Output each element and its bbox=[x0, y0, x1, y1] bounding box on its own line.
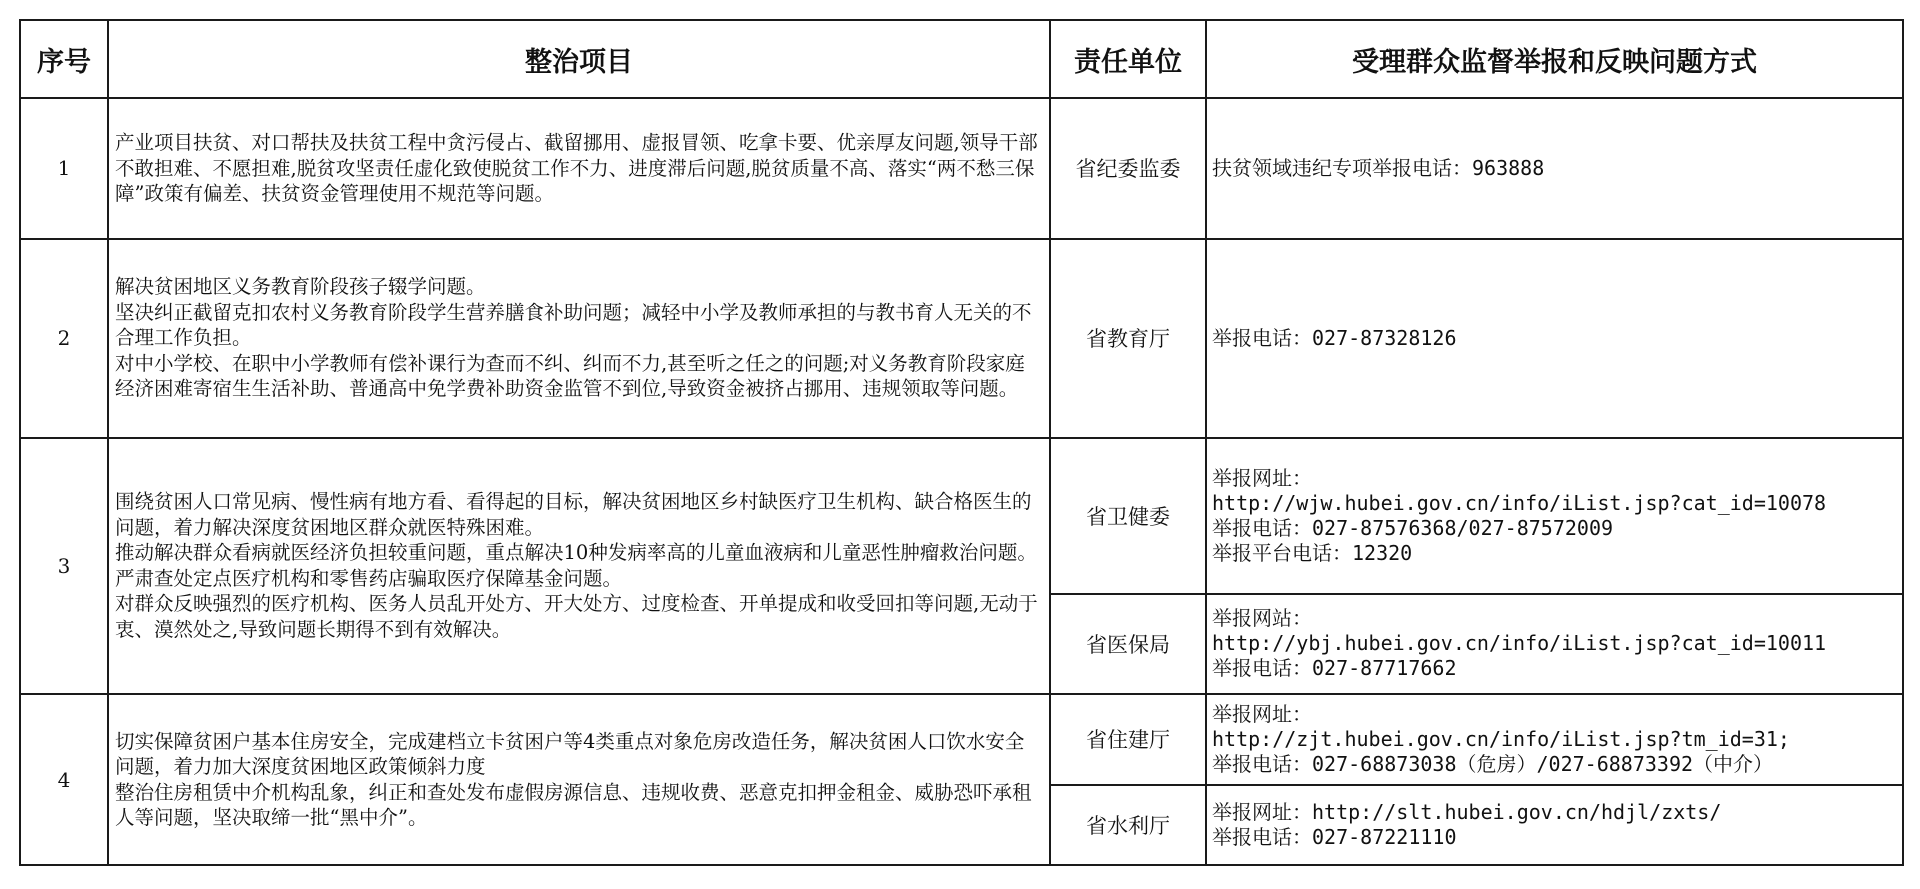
header-unit: 责任单位 bbox=[1050, 20, 1206, 98]
row-contact bbox=[1206, 694, 1903, 784]
contact-line: 举报网址： bbox=[1212, 465, 1312, 490]
row-contact bbox=[1206, 785, 1903, 865]
item-text: 切实保障贫困户基本住房安全，完成建档立卡贫困户等4类重点对象危房改造任务，解决贫困人口饮水安全问题，着力加大深度贫困地区政策倾斜力度 bbox=[115, 729, 1025, 779]
contact-line: 举报网站： bbox=[1212, 606, 1312, 631]
item-text: 坚决纠正截留克扣农村义务教育阶段学生营养膳食补助问题；减轻中小学及教师承担的与教书育人无关的不合理工作负担。 bbox=[115, 300, 1032, 350]
contact-line: 举报网址： bbox=[1212, 701, 1312, 726]
header-row bbox=[20, 20, 1903, 98]
table-row bbox=[20, 694, 1903, 784]
item-text: 对中小学校、在职中小学教师有偿补课行为查而不纠、纠而不力,甚至听之任之的问题;对义务教育阶段家庭经济困难寄宿生生活补助、普通高中免学费补助资金监管不到位,导致资金被挤占挪用、违规领取等问题。 bbox=[115, 351, 1025, 401]
row-contact bbox=[1206, 98, 1903, 239]
item-text: 解决贫困地区义务教育阶段孩子辍学问题。 bbox=[115, 275, 486, 299]
table-row bbox=[20, 438, 1903, 594]
header-contact: 受理群众监督举报和反映问题方式 bbox=[1206, 20, 1903, 98]
row-index: 4 bbox=[20, 694, 108, 865]
item-text: 围绕贫困人口常见病、慢性病有地方看、看得起的目标，解决贫困地区乡村缺医疗卫生机构、缺合格医生的问题，着力解决深度贫困地区群众就医特殊困难。 bbox=[115, 490, 1032, 539]
row-unit: 省纪委监委 bbox=[1050, 98, 1206, 239]
row-item bbox=[108, 438, 1050, 694]
table-row bbox=[20, 239, 1903, 438]
row-unit: 省医保局 bbox=[1050, 594, 1206, 695]
row-item bbox=[108, 239, 1050, 438]
row-contact bbox=[1206, 438, 1903, 594]
contact-line: 举报电话：027-87221110 bbox=[1212, 824, 1457, 849]
row-index: 3 bbox=[20, 438, 108, 694]
header-index: 序号 bbox=[20, 20, 108, 98]
row-contact bbox=[1206, 594, 1903, 695]
item-text: 产业项目扶贫、对口帮扶及扶贫工程中贪污侵占、截留挪用、虚报冒领、吃拿卡要、优亲厚友问题,领导干部不敢担难、不愿担难,脱贫攻坚责任虚化致使脱贫工作不力、进度滞后问题,脱贫质量不高、落实“两不愁三保障”政策有偏差、扶贫资金管理使用不规范等问题。 bbox=[115, 131, 1038, 206]
table-row bbox=[20, 98, 1903, 239]
contact-link: http://zjt.hubei.gov.cn/info/iList.jsp?tm_id=31; bbox=[1212, 726, 1790, 751]
row-unit: 省卫健委 bbox=[1050, 438, 1206, 594]
row-unit: 省教育厅 bbox=[1050, 239, 1206, 438]
contact-link: 举报网址：http://slt.hubei.gov.cn/hdjl/zxts/ bbox=[1212, 799, 1722, 824]
contact-line: 举报电话：027-87717662 bbox=[1212, 656, 1457, 681]
row-item bbox=[108, 694, 1050, 865]
row-contact bbox=[1206, 239, 1903, 438]
row-unit: 省水利厅 bbox=[1050, 785, 1206, 865]
row-unit: 省住建厅 bbox=[1050, 694, 1206, 784]
contact-line: 举报电话：027-87576368/027-87572009 bbox=[1212, 515, 1614, 540]
row-item bbox=[108, 98, 1050, 239]
header-item: 整治项目 bbox=[108, 20, 1050, 98]
row-index: 2 bbox=[20, 239, 108, 438]
row-index: 1 bbox=[20, 98, 108, 239]
contact-line: 举报电话：027-68873038（危房）/027-68873392（中介） bbox=[1212, 751, 1774, 776]
item-text: 推动解决群众看病就医经济负担较重问题，重点解决10种发病率高的儿童血液病和儿童恶性肿瘤救治问题。严肃查处定点医疗机构和零售药店骗取医疗保障基金问题。 bbox=[115, 541, 1037, 590]
contact-link: http://wjw.hubei.gov.cn/info/iList.jsp?cat_id=10078 bbox=[1212, 490, 1827, 515]
supervision-table bbox=[19, 19, 1904, 866]
contact-link: http://ybj.hubei.gov.cn/info/iList.jsp?cat_id=10011 bbox=[1212, 631, 1827, 656]
item-text: 对群众反映强烈的医疗机构、医务人员乱开处方、开大处方、过度检查、开单提成和收受回扣等问题,无动于衷、漠然处之,导致问题长期得不到有效解决。 bbox=[115, 592, 1038, 641]
contact-line: 扶贫领域违纪专项举报电话：963888 bbox=[1212, 155, 1545, 180]
contact-line: 举报平台电话：12320 bbox=[1212, 540, 1413, 565]
contact-line: 举报电话：027-87328126 bbox=[1212, 325, 1457, 350]
item-text: 整治住房租赁中介机构乱象，纠正和查处发布虚假房源信息、违规收费、恶意克扣押金租金、威胁恐吓承租人等问题，坚决取缔一批“黑中介”。 bbox=[115, 780, 1032, 830]
